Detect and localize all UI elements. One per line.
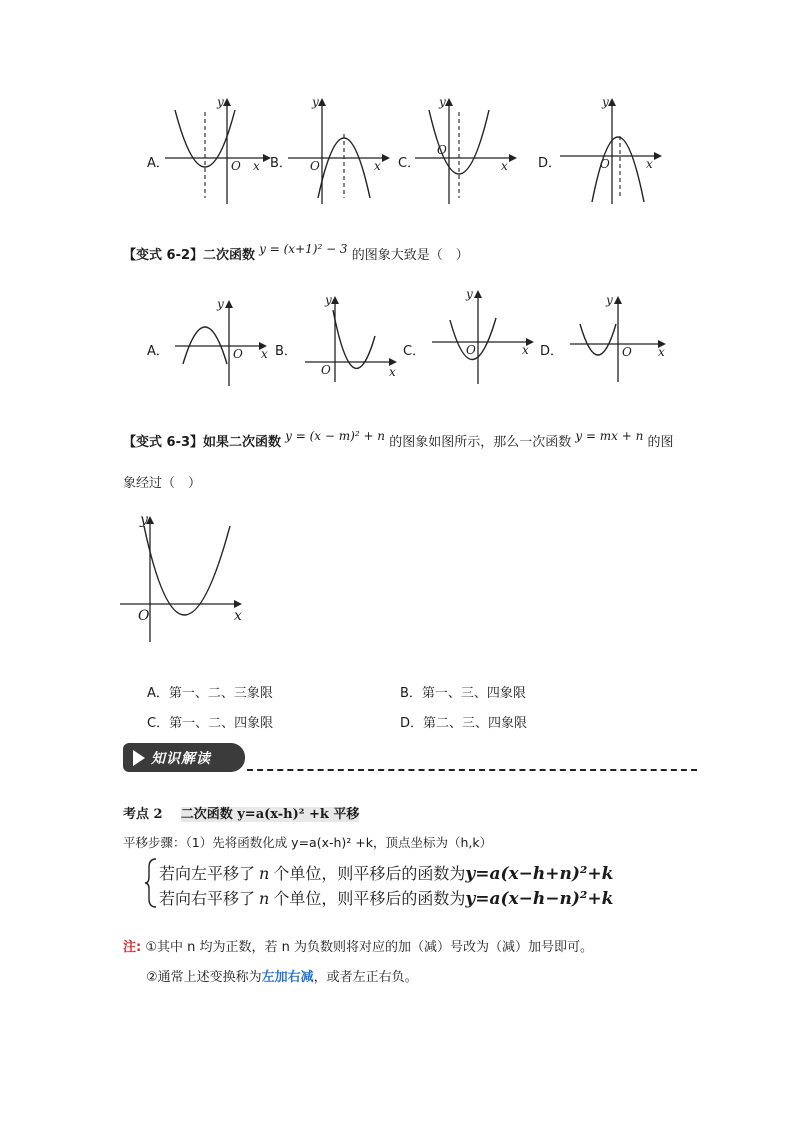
step-left-var: n: [259, 864, 270, 883]
step-left-text: 若向左平移了: [159, 864, 256, 883]
q3-formula1: y = (x − m)² + n: [285, 429, 386, 443]
note-line2: [146, 966, 418, 985]
svg-text:x: x: [374, 159, 381, 173]
q3-choice-d[interactable]: D．第二、三、四象限: [400, 716, 528, 731]
step-right-var: n: [259, 889, 270, 908]
graph-2b: [305, 293, 405, 386]
option-a-label: A．: [147, 156, 169, 171]
svg-text:x: x: [646, 157, 653, 171]
svg-text:O: O: [437, 143, 447, 157]
q3-middle: 的图象如图所示，那么一次函数: [389, 435, 572, 450]
q3-prefix: 【变式 6-3】如果二次函数: [123, 435, 282, 450]
q3-line1: [123, 431, 674, 450]
q2-formula: y = (x+1)² − 3: [259, 242, 348, 256]
svg-text:y: y: [217, 297, 224, 311]
svg-text:y: y: [325, 293, 332, 307]
note-line2-em: 左加右减: [261, 970, 314, 985]
step-right: [159, 886, 613, 909]
section-divider: [247, 769, 697, 771]
graph-2c: [432, 287, 542, 386]
kaodian-label: 考点 2: [123, 807, 163, 822]
svg-text:O: O: [233, 347, 243, 361]
svg-text:y: y: [312, 95, 319, 109]
q2-line: [123, 244, 469, 263]
q2-prefix: 【变式 6-2】二次函数: [123, 248, 256, 263]
svg-text:y: y: [606, 293, 613, 307]
svg-text:O: O: [138, 608, 150, 624]
q3-choice-c[interactable]: C．第一、二、四象限: [147, 716, 274, 731]
q3-suffix: 的图: [647, 435, 674, 450]
step-left-formula: y=a(x−h+n)²+k: [465, 864, 614, 884]
graph-1c: [415, 95, 515, 208]
svg-text:y: y: [217, 95, 224, 109]
note-label: 注:: [123, 940, 142, 955]
note-line2-pre: ②通常上述变换称为: [146, 970, 262, 985]
note-line1: [123, 936, 593, 955]
graph-1d: [560, 95, 670, 208]
step-right-mid: 个单位，则平移后的函数为: [273, 889, 466, 908]
svg-text:y: y: [439, 95, 446, 109]
graph-1b: [288, 95, 388, 208]
note-line2-post: ，或者左正右负。: [313, 970, 418, 985]
svg-text:O: O: [622, 345, 632, 359]
play-icon: [133, 750, 145, 766]
svg-text:O: O: [231, 159, 241, 173]
q2-option-d-label: D．: [540, 344, 564, 359]
q2-option-b-label: B．: [275, 344, 297, 359]
graph-1a: [165, 95, 265, 208]
step-left-mid: 个单位，则平移后的函数为: [273, 864, 466, 883]
step-left: [159, 861, 613, 884]
q3-choice-a[interactable]: A．第一、二、三象限: [147, 686, 273, 701]
banner-title: 知识解读: [151, 751, 211, 767]
svg-text:x: x: [389, 365, 396, 379]
q2-option-c-label: C．: [403, 344, 426, 359]
graph-2a: [175, 297, 275, 390]
svg-text:O: O: [310, 159, 320, 173]
graph-2d: [570, 293, 680, 386]
step-right-text: 若向右平移了: [159, 889, 256, 908]
q2-option-a-label: A．: [147, 344, 169, 359]
kaodian-title: 二次函数 y=a(x-h)² +k 平移: [180, 807, 360, 822]
knowledge-banner: [123, 743, 245, 772]
option-d-label: D．: [538, 156, 562, 171]
note-line1-text: ①其中 n 均为正数，若 n 为负数则将对应的加（减）号改为（减）加号即可。: [145, 940, 594, 955]
steps-intro: 平移步骤：（1）先将函数化成 y=a(x-h)² +k，顶点坐标为（h,k）: [123, 835, 493, 850]
svg-text:x: x: [501, 159, 508, 173]
option-b-label: B．: [270, 156, 292, 171]
svg-text:O: O: [600, 157, 610, 171]
q3-line2: 象经过（ ）: [123, 476, 202, 491]
graph-q3: [120, 514, 250, 644]
svg-text:x: x: [658, 345, 665, 359]
svg-text:x: x: [261, 347, 268, 361]
svg-text:y: y: [602, 95, 609, 109]
svg-text:x: x: [522, 343, 529, 357]
kaodian-heading: [123, 803, 359, 822]
left-brace: [143, 857, 159, 909]
q3-choice-b[interactable]: B．第一、三、四象限: [400, 686, 526, 701]
svg-text:O: O: [466, 343, 476, 357]
option-c-label: C．: [398, 156, 421, 171]
q3-formula2: y = mx + n: [575, 429, 644, 443]
svg-text:x: x: [234, 608, 242, 624]
q2-suffix: 的图象大致是（ ）: [351, 248, 469, 263]
svg-text:y: y: [466, 287, 473, 301]
svg-text:y: y: [140, 512, 148, 528]
svg-text:O: O: [321, 363, 331, 377]
step-right-formula: y=a(x−h−n)²+k: [465, 889, 614, 909]
svg-text:x: x: [253, 159, 260, 173]
